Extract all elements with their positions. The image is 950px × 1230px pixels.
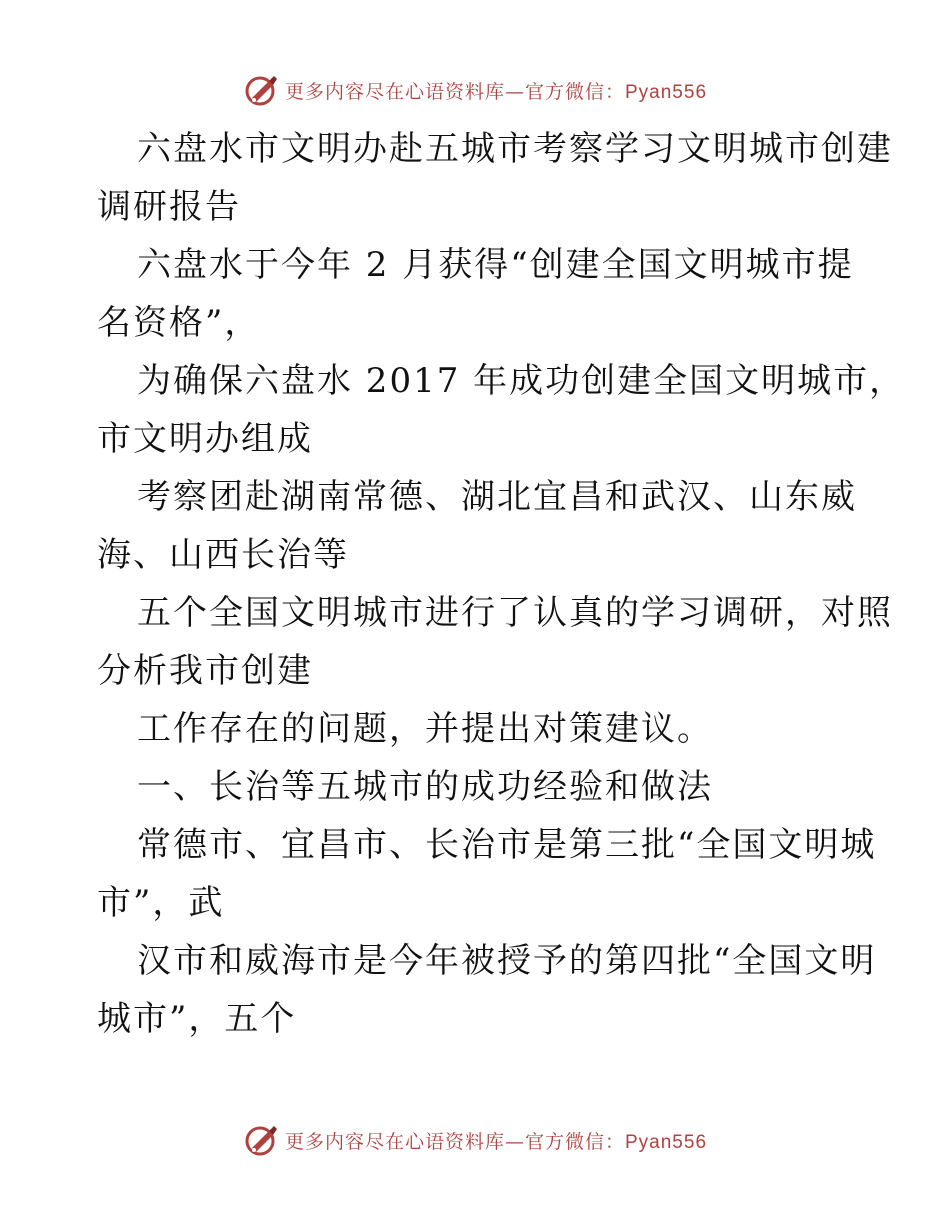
header-watermark [0, 72, 950, 108]
text-line: 五个全国文明城市进行了认真的学习调研，对照 [137, 593, 893, 633]
text-line: 为确保六盘水 2017 年成功创建全国文明城市， [137, 361, 906, 401]
text-line: 一、长治等五城市的成功经验和做法 [137, 767, 713, 807]
text-line: 市”，武 [97, 883, 225, 923]
text-line: 海、山西长治等 [97, 535, 349, 575]
text-line: 市文明办组成 [97, 419, 313, 459]
watermark-text [285, 77, 707, 104]
watermark-wechat-id: Pyan556 [625, 81, 708, 103]
watermark-wechat-id: Pyan556 [625, 1131, 708, 1153]
seal-pen-icon [243, 72, 279, 108]
text-line: 调研报告 [97, 187, 241, 227]
document-body [97, 120, 906, 1048]
watermark-text [285, 1127, 707, 1154]
text-line: 六盘水市文明办赴五城市考察学习文明城市创建 [137, 129, 893, 169]
watermark-label: 更多内容尽在心语资料库—官方微信： [284, 80, 625, 103]
text-line: 分析我市创建 [97, 651, 313, 691]
text-line: 汉市和威海市是今年被授予的第四批“全国文明 [137, 941, 877, 981]
text-line: 六盘水于今年 2 月获得“创建全国文明城市提 [137, 245, 854, 285]
text-line: 常德市、宜昌市、长治市是第三批“全国文明城 [137, 825, 877, 865]
text-line: 工作存在的问题，并提出对策建议。 [137, 709, 713, 749]
seal-pen-icon [243, 1122, 279, 1158]
text-line: 名资格”， [97, 303, 261, 343]
watermark-label: 更多内容尽在心语资料库—官方微信： [284, 1130, 625, 1153]
text-line: 城市”，五个 [97, 999, 297, 1039]
text-line: 考察团赴湖南常德、湖北宜昌和武汉、山东威 [137, 477, 857, 517]
footer-watermark [0, 1122, 950, 1158]
